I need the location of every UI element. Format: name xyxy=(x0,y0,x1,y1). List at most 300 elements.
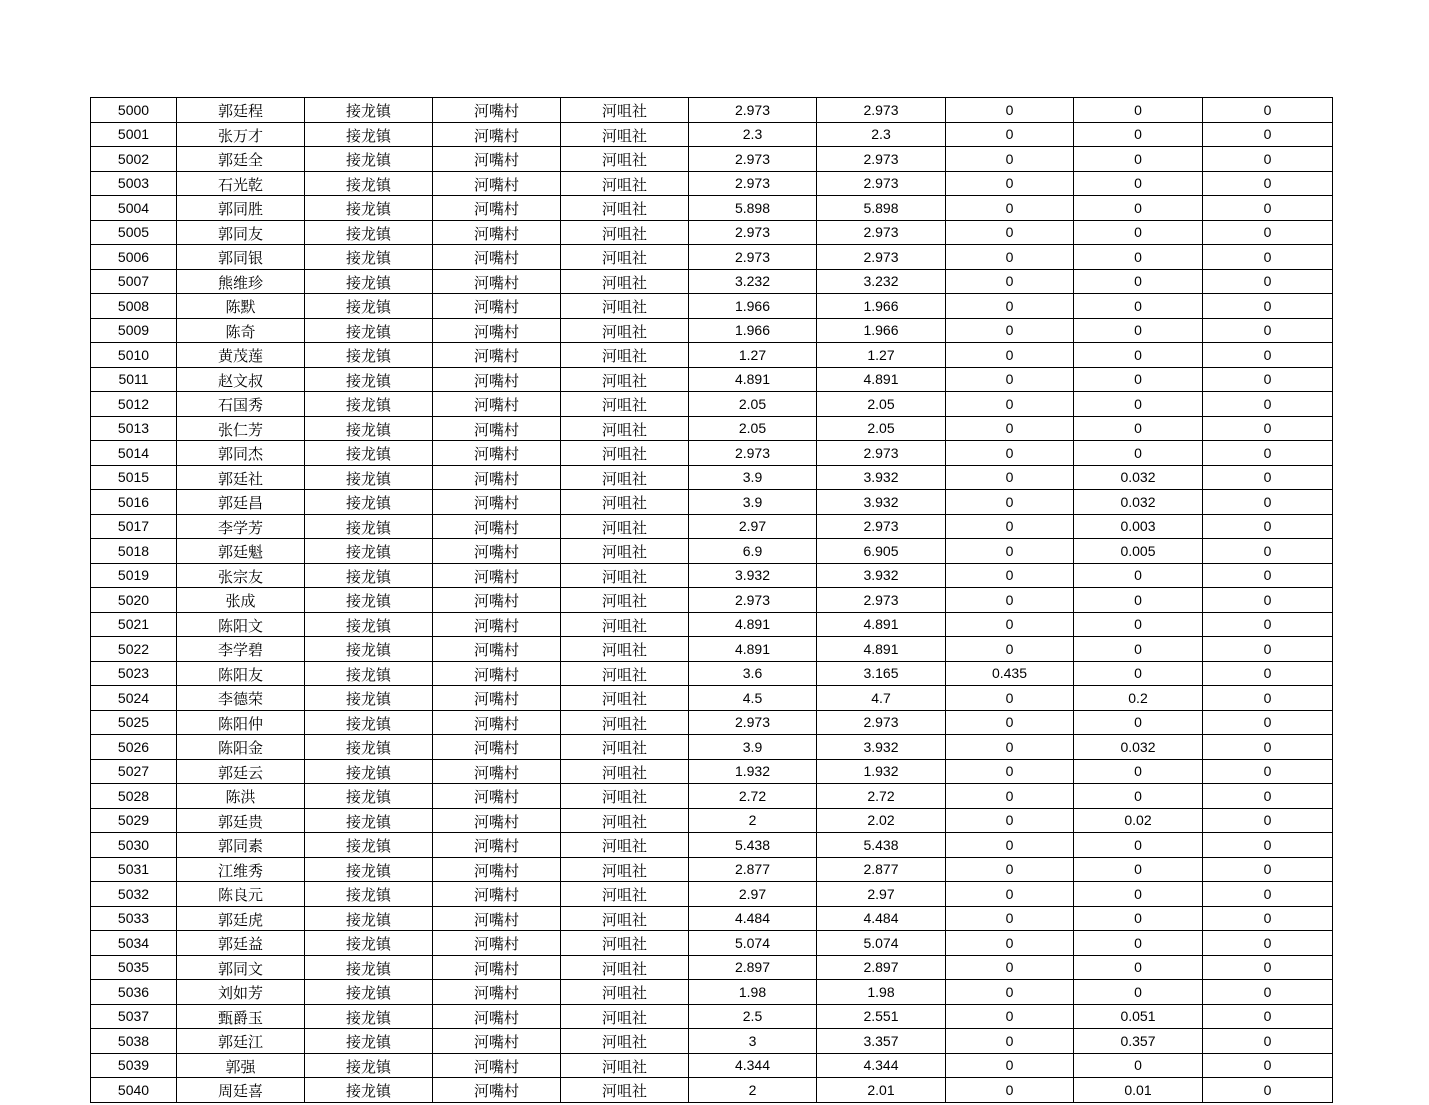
cell-group: 河咀社 xyxy=(561,441,689,466)
table-row xyxy=(91,980,1333,1005)
cell-value-d: 0 xyxy=(1074,612,1203,637)
cell-record-id: 5036 xyxy=(91,980,177,1005)
cell-value-c: 0 xyxy=(946,416,1074,441)
cell-group: 河咀社 xyxy=(561,196,689,221)
cell-value-d: 0 xyxy=(1074,171,1203,196)
cell-village: 河嘴村 xyxy=(433,1029,561,1054)
cell-township: 接龙镇 xyxy=(305,465,433,490)
cell-value-a: 3.9 xyxy=(689,465,817,490)
cell-value-a: 1.932 xyxy=(689,759,817,784)
table-row xyxy=(91,122,1333,147)
cell-name: 陈阳文 xyxy=(177,612,305,637)
cell-value-d: 0 xyxy=(1074,269,1203,294)
table-row xyxy=(91,735,1333,760)
cell-name: 石国秀 xyxy=(177,392,305,417)
cell-record-id: 5026 xyxy=(91,735,177,760)
cell-group: 河咀社 xyxy=(561,1053,689,1078)
cell-record-id: 5028 xyxy=(91,784,177,809)
cell-value-e: 0 xyxy=(1203,612,1333,637)
cell-village: 河嘴村 xyxy=(433,343,561,368)
cell-value-b: 2.72 xyxy=(817,784,946,809)
cell-village: 河嘴村 xyxy=(433,98,561,123)
cell-group: 河咀社 xyxy=(561,245,689,270)
cell-name: 张成 xyxy=(177,588,305,613)
cell-value-a: 3.6 xyxy=(689,661,817,686)
cell-name: 郭廷益 xyxy=(177,931,305,956)
cell-township: 接龙镇 xyxy=(305,98,433,123)
cell-township: 接龙镇 xyxy=(305,882,433,907)
cell-value-d: 0 xyxy=(1074,122,1203,147)
cell-value-b: 2.97 xyxy=(817,882,946,907)
cell-value-e: 0 xyxy=(1203,1004,1333,1029)
cell-value-b: 4.891 xyxy=(817,637,946,662)
cell-township: 接龙镇 xyxy=(305,514,433,539)
cell-township: 接龙镇 xyxy=(305,196,433,221)
cell-value-a: 2.72 xyxy=(689,784,817,809)
cell-value-e: 0 xyxy=(1203,955,1333,980)
cell-township: 接龙镇 xyxy=(305,318,433,343)
cell-name: 刘如芳 xyxy=(177,980,305,1005)
cell-name: 张宗友 xyxy=(177,563,305,588)
cell-value-a: 1.98 xyxy=(689,980,817,1005)
cell-value-e: 0 xyxy=(1203,490,1333,515)
cell-group: 河咀社 xyxy=(561,661,689,686)
cell-value-e: 0 xyxy=(1203,563,1333,588)
cell-value-d: 0 xyxy=(1074,98,1203,123)
cell-village: 河嘴村 xyxy=(433,906,561,931)
cell-value-d: 0 xyxy=(1074,294,1203,319)
cell-township: 接龙镇 xyxy=(305,955,433,980)
cell-group: 河咀社 xyxy=(561,465,689,490)
cell-name: 李学碧 xyxy=(177,637,305,662)
cell-township: 接龙镇 xyxy=(305,171,433,196)
cell-record-id: 5018 xyxy=(91,539,177,564)
cell-value-c: 0 xyxy=(946,735,1074,760)
table-body xyxy=(91,98,1333,1103)
cell-name: 郭同素 xyxy=(177,833,305,858)
cell-value-a: 4.891 xyxy=(689,637,817,662)
cell-village: 河嘴村 xyxy=(433,220,561,245)
cell-value-d: 0 xyxy=(1074,759,1203,784)
cell-name: 陈良元 xyxy=(177,882,305,907)
table-row xyxy=(91,857,1333,882)
cell-value-b: 1.966 xyxy=(817,318,946,343)
cell-name: 李德荣 xyxy=(177,686,305,711)
cell-value-e: 0 xyxy=(1203,220,1333,245)
cell-township: 接龙镇 xyxy=(305,147,433,172)
cell-group: 河咀社 xyxy=(561,612,689,637)
cell-value-d: 0 xyxy=(1074,441,1203,466)
cell-group: 河咀社 xyxy=(561,563,689,588)
cell-village: 河嘴村 xyxy=(433,196,561,221)
cell-value-a: 2.97 xyxy=(689,514,817,539)
cell-value-c: 0 xyxy=(946,857,1074,882)
cell-value-b: 3.232 xyxy=(817,269,946,294)
cell-name: 陈洪 xyxy=(177,784,305,809)
cell-village: 河嘴村 xyxy=(433,539,561,564)
cell-value-b: 2.551 xyxy=(817,1004,946,1029)
cell-township: 接龙镇 xyxy=(305,833,433,858)
table-row xyxy=(91,147,1333,172)
cell-value-d: 0 xyxy=(1074,882,1203,907)
table-row xyxy=(91,955,1333,980)
cell-value-d: 0.032 xyxy=(1074,490,1203,515)
cell-value-d: 0 xyxy=(1074,710,1203,735)
cell-value-c: 0 xyxy=(946,490,1074,515)
cell-value-c: 0 xyxy=(946,465,1074,490)
cell-value-b: 2.02 xyxy=(817,808,946,833)
cell-value-d: 0 xyxy=(1074,367,1203,392)
cell-village: 河嘴村 xyxy=(433,245,561,270)
cell-township: 接龙镇 xyxy=(305,294,433,319)
cell-village: 河嘴村 xyxy=(433,465,561,490)
cell-village: 河嘴村 xyxy=(433,637,561,662)
cell-value-e: 0 xyxy=(1203,98,1333,123)
cell-value-b: 3.932 xyxy=(817,465,946,490)
cell-name: 郭廷程 xyxy=(177,98,305,123)
cell-value-b: 2.05 xyxy=(817,416,946,441)
cell-value-a: 2.973 xyxy=(689,441,817,466)
cell-value-a: 2.05 xyxy=(689,416,817,441)
cell-value-e: 0 xyxy=(1203,392,1333,417)
cell-name: 陈阳仲 xyxy=(177,710,305,735)
cell-value-b: 1.98 xyxy=(817,980,946,1005)
cell-township: 接龙镇 xyxy=(305,539,433,564)
cell-value-a: 4.5 xyxy=(689,686,817,711)
cell-village: 河嘴村 xyxy=(433,563,561,588)
table-row xyxy=(91,710,1333,735)
cell-value-b: 4.891 xyxy=(817,612,946,637)
table-row xyxy=(91,220,1333,245)
cell-record-id: 5027 xyxy=(91,759,177,784)
cell-value-e: 0 xyxy=(1203,245,1333,270)
cell-value-a: 2.05 xyxy=(689,392,817,417)
cell-record-id: 5012 xyxy=(91,392,177,417)
cell-value-a: 2.897 xyxy=(689,955,817,980)
cell-value-b: 2.3 xyxy=(817,122,946,147)
cell-group: 河咀社 xyxy=(561,735,689,760)
cell-value-c: 0 xyxy=(946,784,1074,809)
table-row xyxy=(91,637,1333,662)
cell-value-b: 2.877 xyxy=(817,857,946,882)
cell-record-id: 5010 xyxy=(91,343,177,368)
cell-value-e: 0 xyxy=(1203,980,1333,1005)
cell-township: 接龙镇 xyxy=(305,735,433,760)
cell-township: 接龙镇 xyxy=(305,661,433,686)
cell-value-c: 0.435 xyxy=(946,661,1074,686)
cell-group: 河咀社 xyxy=(561,980,689,1005)
cell-village: 河嘴村 xyxy=(433,318,561,343)
cell-value-a: 4.484 xyxy=(689,906,817,931)
cell-group: 河咀社 xyxy=(561,833,689,858)
cell-value-d: 0 xyxy=(1074,392,1203,417)
cell-value-d: 0 xyxy=(1074,637,1203,662)
cell-group: 河咀社 xyxy=(561,588,689,613)
cell-record-id: 5001 xyxy=(91,122,177,147)
cell-group: 河咀社 xyxy=(561,98,689,123)
cell-name: 黄茂莲 xyxy=(177,343,305,368)
cell-value-e: 0 xyxy=(1203,759,1333,784)
cell-value-b: 1.932 xyxy=(817,759,946,784)
cell-value-b: 3.932 xyxy=(817,735,946,760)
cell-value-b: 5.898 xyxy=(817,196,946,221)
cell-township: 接龙镇 xyxy=(305,686,433,711)
table-row xyxy=(91,759,1333,784)
cell-value-d: 0 xyxy=(1074,784,1203,809)
cell-value-e: 0 xyxy=(1203,514,1333,539)
cell-value-b: 1.966 xyxy=(817,294,946,319)
cell-name: 熊维珍 xyxy=(177,269,305,294)
cell-township: 接龙镇 xyxy=(305,1053,433,1078)
cell-group: 河咀社 xyxy=(561,416,689,441)
cell-village: 河嘴村 xyxy=(433,1078,561,1103)
cell-value-a: 4.344 xyxy=(689,1053,817,1078)
cell-village: 河嘴村 xyxy=(433,490,561,515)
cell-value-d: 0 xyxy=(1074,588,1203,613)
cell-value-b: 2.973 xyxy=(817,588,946,613)
cell-value-e: 0 xyxy=(1203,343,1333,368)
cell-group: 河咀社 xyxy=(561,318,689,343)
table-row xyxy=(91,686,1333,711)
cell-value-a: 6.9 xyxy=(689,539,817,564)
cell-value-d: 0.357 xyxy=(1074,1029,1203,1054)
table-row xyxy=(91,416,1333,441)
cell-value-c: 0 xyxy=(946,539,1074,564)
cell-value-a: 1.966 xyxy=(689,294,817,319)
cell-value-a: 2.973 xyxy=(689,220,817,245)
table-row xyxy=(91,1053,1333,1078)
cell-value-b: 2.973 xyxy=(817,441,946,466)
cell-value-d: 0.032 xyxy=(1074,735,1203,760)
cell-value-a: 2 xyxy=(689,808,817,833)
cell-group: 河咀社 xyxy=(561,931,689,956)
cell-record-id: 5025 xyxy=(91,710,177,735)
cell-township: 接龙镇 xyxy=(305,857,433,882)
cell-township: 接龙镇 xyxy=(305,588,433,613)
cell-group: 河咀社 xyxy=(561,294,689,319)
cell-village: 河嘴村 xyxy=(433,367,561,392)
cell-value-a: 2.973 xyxy=(689,171,817,196)
cell-record-id: 5015 xyxy=(91,465,177,490)
cell-value-b: 4.891 xyxy=(817,367,946,392)
cell-village: 河嘴村 xyxy=(433,416,561,441)
table-row xyxy=(91,1029,1333,1054)
cell-record-id: 5000 xyxy=(91,98,177,123)
cell-value-b: 2.973 xyxy=(817,220,946,245)
cell-value-e: 0 xyxy=(1203,367,1333,392)
table-row xyxy=(91,588,1333,613)
cell-value-c: 0 xyxy=(946,1029,1074,1054)
cell-township: 接龙镇 xyxy=(305,808,433,833)
cell-record-id: 5033 xyxy=(91,906,177,931)
cell-township: 接龙镇 xyxy=(305,122,433,147)
cell-value-b: 2.05 xyxy=(817,392,946,417)
cell-value-d: 0 xyxy=(1074,955,1203,980)
cell-group: 河咀社 xyxy=(561,147,689,172)
cell-value-c: 0 xyxy=(946,220,1074,245)
cell-group: 河咀社 xyxy=(561,955,689,980)
cell-value-a: 3.9 xyxy=(689,490,817,515)
cell-value-d: 0 xyxy=(1074,245,1203,270)
cell-record-id: 5030 xyxy=(91,833,177,858)
cell-value-c: 0 xyxy=(946,318,1074,343)
cell-township: 接龙镇 xyxy=(305,1004,433,1029)
cell-value-c: 0 xyxy=(946,196,1074,221)
cell-value-c: 0 xyxy=(946,245,1074,270)
cell-value-e: 0 xyxy=(1203,833,1333,858)
table-row xyxy=(91,490,1333,515)
cell-value-b: 2.973 xyxy=(817,147,946,172)
cell-value-b: 1.27 xyxy=(817,343,946,368)
cell-village: 河嘴村 xyxy=(433,612,561,637)
cell-value-d: 0.2 xyxy=(1074,686,1203,711)
cell-value-a: 5.074 xyxy=(689,931,817,956)
cell-township: 接龙镇 xyxy=(305,980,433,1005)
table-row xyxy=(91,343,1333,368)
cell-value-e: 0 xyxy=(1203,171,1333,196)
cell-value-c: 0 xyxy=(946,1004,1074,1029)
cell-value-b: 4.484 xyxy=(817,906,946,931)
cell-value-d: 0 xyxy=(1074,416,1203,441)
cell-value-b: 2.973 xyxy=(817,514,946,539)
cell-village: 河嘴村 xyxy=(433,931,561,956)
cell-value-c: 0 xyxy=(946,171,1074,196)
cell-group: 河咀社 xyxy=(561,637,689,662)
cell-value-c: 0 xyxy=(946,637,1074,662)
cell-value-a: 1.27 xyxy=(689,343,817,368)
cell-township: 接龙镇 xyxy=(305,1078,433,1103)
cell-name: 郭廷魁 xyxy=(177,539,305,564)
cell-value-d: 0 xyxy=(1074,563,1203,588)
table-row xyxy=(91,245,1333,270)
cell-record-id: 5009 xyxy=(91,318,177,343)
cell-value-b: 6.905 xyxy=(817,539,946,564)
cell-village: 河嘴村 xyxy=(433,735,561,760)
cell-village: 河嘴村 xyxy=(433,1004,561,1029)
cell-record-id: 5013 xyxy=(91,416,177,441)
cell-value-d: 0 xyxy=(1074,318,1203,343)
cell-name: 甄爵玉 xyxy=(177,1004,305,1029)
cell-value-a: 2.97 xyxy=(689,882,817,907)
table-row xyxy=(91,171,1333,196)
cell-value-c: 0 xyxy=(946,808,1074,833)
cell-record-id: 5023 xyxy=(91,661,177,686)
cell-record-id: 5040 xyxy=(91,1078,177,1103)
cell-value-e: 0 xyxy=(1203,147,1333,172)
cell-group: 河咀社 xyxy=(561,710,689,735)
cell-name: 李学芳 xyxy=(177,514,305,539)
cell-group: 河咀社 xyxy=(561,882,689,907)
cell-village: 河嘴村 xyxy=(433,441,561,466)
table-row xyxy=(91,539,1333,564)
cell-record-id: 5017 xyxy=(91,514,177,539)
cell-township: 接龙镇 xyxy=(305,637,433,662)
cell-value-a: 2.877 xyxy=(689,857,817,882)
cell-record-id: 5008 xyxy=(91,294,177,319)
cell-value-c: 0 xyxy=(946,612,1074,637)
cell-value-c: 0 xyxy=(946,588,1074,613)
cell-group: 河咀社 xyxy=(561,808,689,833)
cell-value-d: 0 xyxy=(1074,1053,1203,1078)
cell-value-e: 0 xyxy=(1203,710,1333,735)
cell-value-e: 0 xyxy=(1203,1053,1333,1078)
table-row xyxy=(91,612,1333,637)
cell-value-c: 0 xyxy=(946,955,1074,980)
cell-name: 郭同杰 xyxy=(177,441,305,466)
cell-value-e: 0 xyxy=(1203,882,1333,907)
cell-village: 河嘴村 xyxy=(433,686,561,711)
cell-record-id: 5032 xyxy=(91,882,177,907)
cell-group: 河咀社 xyxy=(561,269,689,294)
cell-value-a: 3.932 xyxy=(689,563,817,588)
cell-value-b: 5.438 xyxy=(817,833,946,858)
cell-group: 河咀社 xyxy=(561,220,689,245)
table-row xyxy=(91,269,1333,294)
cell-name: 郭同银 xyxy=(177,245,305,270)
cell-township: 接龙镇 xyxy=(305,220,433,245)
cell-record-id: 5020 xyxy=(91,588,177,613)
cell-village: 河嘴村 xyxy=(433,882,561,907)
cell-name: 郭廷全 xyxy=(177,147,305,172)
cell-name: 郭廷昌 xyxy=(177,490,305,515)
table-row xyxy=(91,882,1333,907)
cell-value-c: 0 xyxy=(946,980,1074,1005)
cell-township: 接龙镇 xyxy=(305,906,433,931)
cell-value-c: 0 xyxy=(946,343,1074,368)
cell-value-e: 0 xyxy=(1203,906,1333,931)
cell-name: 郭廷江 xyxy=(177,1029,305,1054)
cell-township: 接龙镇 xyxy=(305,710,433,735)
cell-village: 河嘴村 xyxy=(433,514,561,539)
cell-record-id: 5007 xyxy=(91,269,177,294)
cell-name: 郭廷社 xyxy=(177,465,305,490)
cell-group: 河咀社 xyxy=(561,171,689,196)
table-row xyxy=(91,294,1333,319)
cell-value-c: 0 xyxy=(946,294,1074,319)
cell-name: 郭廷云 xyxy=(177,759,305,784)
cell-value-b: 5.074 xyxy=(817,931,946,956)
cell-group: 河咀社 xyxy=(561,122,689,147)
cell-township: 接龙镇 xyxy=(305,759,433,784)
cell-value-e: 0 xyxy=(1203,735,1333,760)
cell-village: 河嘴村 xyxy=(433,1053,561,1078)
cell-name: 江维秀 xyxy=(177,857,305,882)
cell-village: 河嘴村 xyxy=(433,661,561,686)
table-row xyxy=(91,1078,1333,1103)
cell-value-a: 3.232 xyxy=(689,269,817,294)
cell-value-b: 2.973 xyxy=(817,710,946,735)
cell-value-e: 0 xyxy=(1203,465,1333,490)
cell-group: 河咀社 xyxy=(561,686,689,711)
cell-group: 河咀社 xyxy=(561,514,689,539)
cell-value-d: 0.032 xyxy=(1074,465,1203,490)
table-row xyxy=(91,465,1333,490)
cell-value-b: 4.7 xyxy=(817,686,946,711)
cell-value-b: 3.165 xyxy=(817,661,946,686)
cell-value-d: 0 xyxy=(1074,343,1203,368)
cell-value-a: 5.438 xyxy=(689,833,817,858)
cell-value-b: 2.01 xyxy=(817,1078,946,1103)
cell-record-id: 5019 xyxy=(91,563,177,588)
cell-value-d: 0.01 xyxy=(1074,1078,1203,1103)
cell-value-a: 5.898 xyxy=(689,196,817,221)
cell-group: 河咀社 xyxy=(561,857,689,882)
cell-value-a: 2.5 xyxy=(689,1004,817,1029)
cell-group: 河咀社 xyxy=(561,759,689,784)
cell-value-a: 2.973 xyxy=(689,147,817,172)
cell-village: 河嘴村 xyxy=(433,171,561,196)
cell-value-e: 0 xyxy=(1203,637,1333,662)
